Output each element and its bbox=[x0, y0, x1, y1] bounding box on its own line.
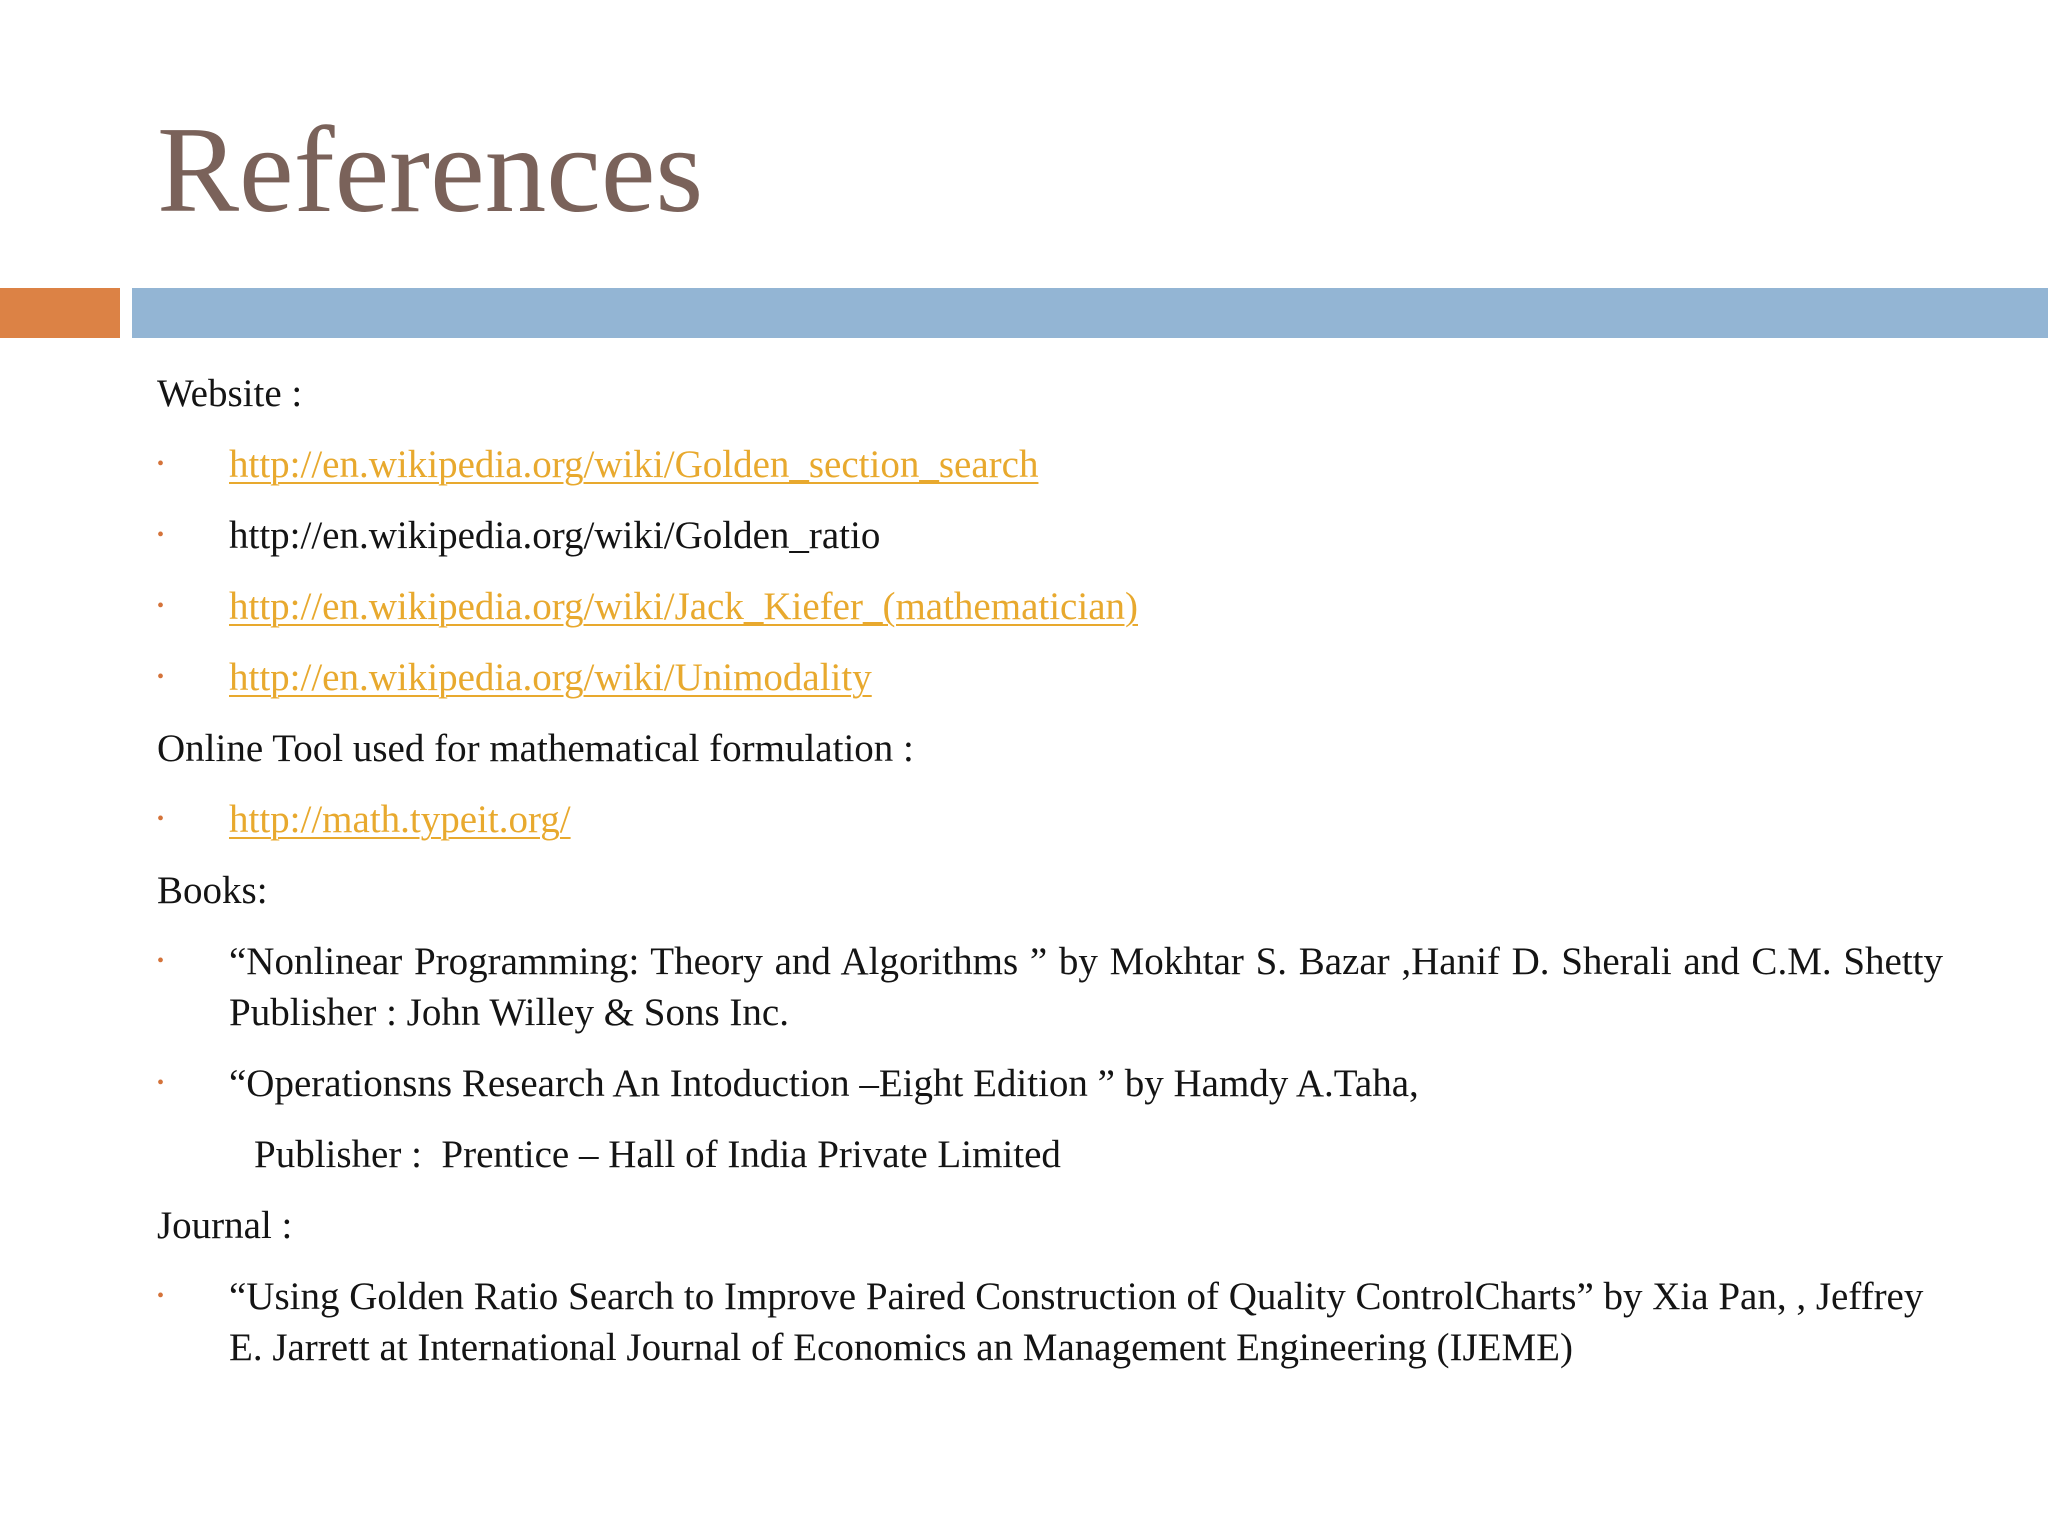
bullet-icon: • bbox=[157, 950, 165, 972]
book-reference-operations-research: “Operationsns Research An Intoduction –Eight Edition ” by Hamdy A.Taha, bbox=[229, 1062, 1419, 1105]
reference-text-golden-ratio: http://en.wikipedia.org/wiki/Golden_ratio bbox=[229, 514, 881, 557]
bullet-icon: • bbox=[157, 1072, 165, 1094]
list-item bbox=[157, 936, 1943, 1038]
bullet-icon: • bbox=[157, 808, 165, 830]
bullet-icon: • bbox=[157, 524, 165, 546]
list-item bbox=[157, 652, 1943, 723]
bullet-icon: • bbox=[157, 453, 165, 475]
section-heading-website: Website : bbox=[157, 372, 303, 415]
slide-title: References bbox=[157, 101, 704, 238]
list-item bbox=[157, 1271, 1943, 1373]
bullet-icon: • bbox=[157, 1285, 165, 1307]
title-accent-bar-orange bbox=[0, 288, 120, 338]
reference-link-math-typeit[interactable]: http://math.typeit.org/ bbox=[229, 798, 571, 841]
list-item bbox=[157, 794, 1943, 865]
section-heading-online-tool: Online Tool used for mathematical formulation : bbox=[157, 727, 914, 770]
list-item bbox=[157, 1058, 1943, 1129]
book-reference-nonlinear-programming: “Nonlinear Programming: Theory and Algorithms ” by Mokhtar S. Bazar ,Hanif D. Sherali and C.M. Shetty Publisher : John Willey & Sons Inc. bbox=[229, 940, 1943, 1034]
reference-link-golden-section-search[interactable]: http://en.wikipedia.org/wiki/Golden_section_search bbox=[229, 443, 1039, 486]
reference-link-unimodality[interactable]: http://en.wikipedia.org/wiki/Unimodality bbox=[229, 656, 872, 699]
list-item bbox=[157, 439, 1943, 510]
list-item bbox=[157, 510, 1943, 581]
section-heading-journal: Journal : bbox=[157, 1204, 293, 1247]
section-heading-books: Books: bbox=[157, 869, 268, 912]
bullet-icon: • bbox=[157, 595, 165, 617]
list-item bbox=[157, 581, 1943, 652]
bullet-icon: • bbox=[157, 666, 165, 688]
title-accent-bar-blue bbox=[132, 288, 2048, 338]
journal-reference-golden-ratio-search: “Using Golden Ratio Search to Improve Paired Construction of Quality ControlCharts” by Xia Pan, , Jeffrey E. Jarrett at International Journal of Economics an Management Engineering (IJEME) bbox=[229, 1275, 1924, 1369]
book-publisher-line: Publisher : Prentice – Hall of India Private Limited bbox=[254, 1133, 1061, 1176]
reference-link-jack-kiefer[interactable]: http://en.wikipedia.org/wiki/Jack_Kiefer_(mathematician) bbox=[229, 585, 1138, 628]
references-content bbox=[157, 368, 1943, 1393]
